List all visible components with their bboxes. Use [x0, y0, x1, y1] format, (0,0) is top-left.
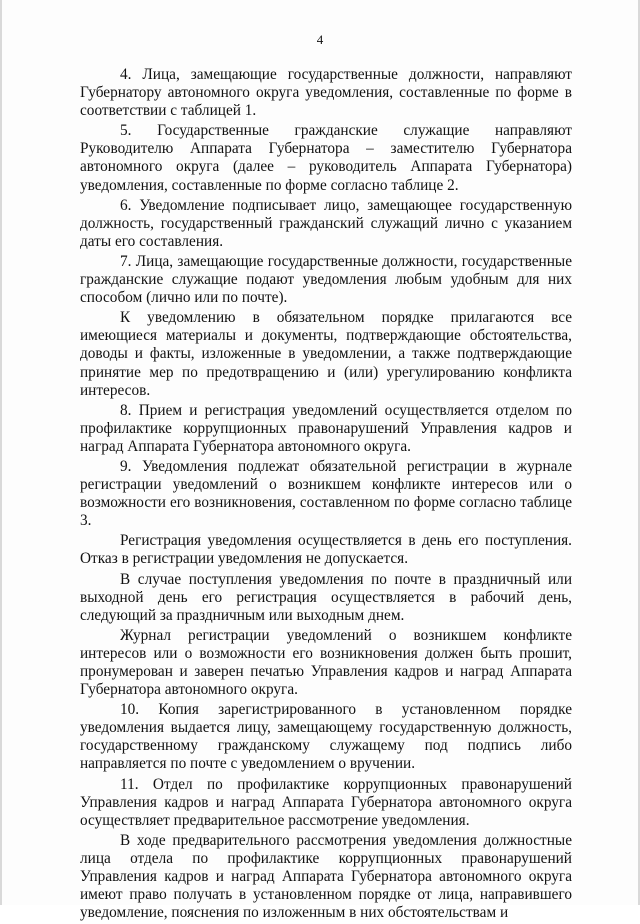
paragraph: Журнал регистрации уведомлений о возникшем конфликте интересов или о возможности его возникновения должен быть прошит, пронумерован и заверен печатью Управления кадров и наград Аппарата Губернатора автономного округа. — [80, 626, 572, 699]
paragraph: 4. Лица, замещающие государственные должности, направляют Губернатору автономного округа уведомления, составленные по форме в соответствии с таблицей 1. — [80, 66, 572, 120]
paragraph: 7. Лица, замещающие государственные должности, государственные гражданские служащие подают уведомления любым удобным для них способом (лично или по почте). — [80, 252, 572, 307]
paragraph: 9. Уведомления подлежат обязательной регистрации в журнале регистрации уведомлений о возникшем конфликте интересов или о возможности его возникновения, составленном по форме согласно таблице 3. — [80, 457, 572, 530]
paragraph: 6. Уведомление подписывает лицо, замещающее государственную должность, государственный гражданский служащий лично с указанием даты его составления. — [80, 196, 572, 250]
paragraph: В случае поступления уведомления по почте в праздничный или выходной день его регистрация осуществляется в рабочий день, следующий за праздничным или выходным днем. — [80, 570, 572, 624]
paragraph: 11. Отдел по профилактике коррупционных правонарушений Управления кадров и наград Аппарата Губернатора автономного округа осуществляет предварительное рассмотрение уведомления. — [80, 775, 572, 829]
page-number: 4 — [316, 32, 324, 47]
paragraph: 5. Государственные гражданские служащие направляют Руководителю Аппарата Губернатора – заместителю Губернатора автономного округа (далее – руководитель Аппарата Губернатора) уведомления, составленные по форме согласно таблице 2. — [80, 122, 572, 194]
paragraph: 8. Прием и регистрация уведомлений осуществляется отделом по профилактике коррупционных правонарушений Управления кадров и наград Аппарата Губернатора автономного округа. — [80, 401, 572, 455]
paragraph: 10. Копия зарегистрированного в установленном порядке уведомления выдается лицу, замещающему государственную должность, государственному гражданскому служащему под подпись либо направляется по почте с уведомлением о вручении. — [80, 701, 572, 773]
paragraph: К уведомлению в обязательном порядке прилагаются все имеющиеся материалы и документы, подтверждающие обстоятельства, доводы и факты, изложенные в уведомлении, а также подтверждающие принятие мер по предотвращению и (или) урегулированию конфликта интересов. — [80, 309, 572, 399]
paragraph: Регистрация уведомления осуществляется в день его поступления. Отказ в регистрации уведомления не допускается. — [80, 532, 572, 568]
document-body — [80, 66, 572, 924]
paragraph: В ходе предварительного рассмотрения уведомления должностные лица отдела по профилактике коррупционных правонарушений Управления кадров и наград Аппарата Губернатора автономного округа имеют право получать в установленном порядке от лица, направившего уведомление, пояснения по изложенным в них обстоятельствам и — [80, 831, 572, 922]
page-edge-left — [0, 0, 2, 905]
